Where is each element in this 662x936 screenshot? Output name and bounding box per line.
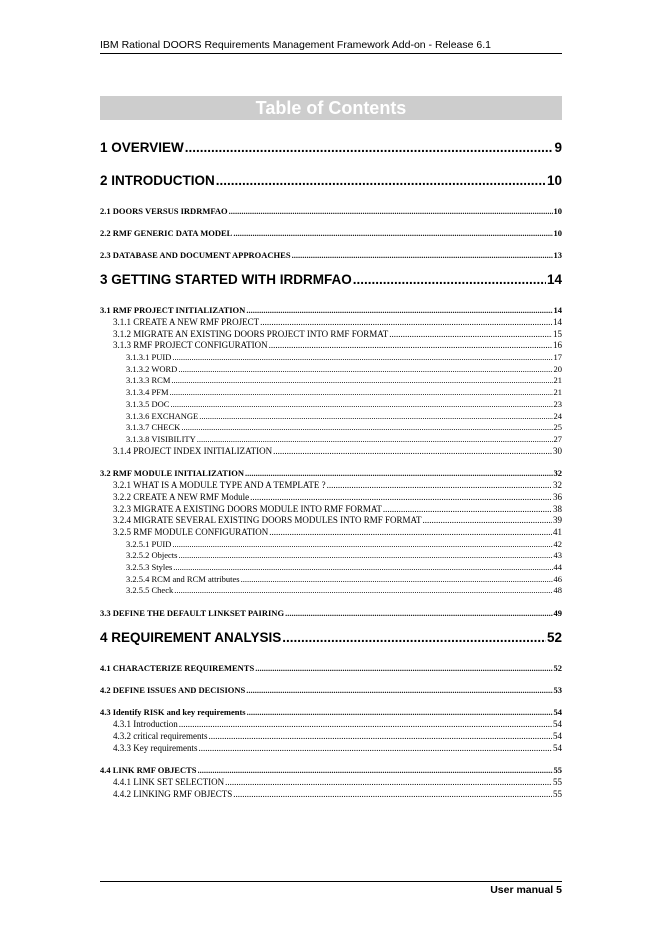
toc-entry-label: 2.3 DATABASE AND DOCUMENT APPROACHES [100, 250, 291, 260]
toc-entry-page: 52 [553, 663, 562, 674]
toc-entry-page: 32 [553, 468, 562, 479]
toc-entry-page: 27 [553, 433, 562, 444]
toc-entry-label: 3.2.4 MIGRATE SEVERAL EXISTING DOORS MODULES INTO RMF FORMAT [113, 515, 422, 526]
toc-entry[interactable] [100, 731, 562, 743]
toc-leader-dots [269, 527, 552, 537]
toc-leader-dots [292, 250, 553, 260]
toc-entry-page: 54 [553, 707, 562, 718]
toc-entry-label: 3.2.5.3 Styles [126, 562, 173, 573]
toc-entry-label: 3.1.4 PROJECT INDEX INITIALIZATION [113, 445, 273, 456]
toc-leader-dots [423, 515, 552, 525]
toc-entry-label: 3.1 RMF PROJECT INITIALIZATION [100, 305, 246, 315]
toc-entry-label: 3.1.1 CREATE A NEW RMF PROJECT [113, 317, 260, 327]
toc-entry[interactable] [100, 272, 562, 291]
toc-leader-dots [173, 562, 552, 572]
toc-entry-page: 30 [553, 445, 562, 456]
toc-entry-label: 4.2 DEFINE ISSUES AND DECISIONS [100, 685, 246, 696]
running-header: IBM Rational DOORS Requirements Management Framework Add-on - Release 6.1 [100, 39, 492, 51]
toc-entry-label: 3 GETTING STARTED WITH IRDRMFAO [100, 272, 352, 287]
toc-leader-dots [273, 446, 552, 456]
toc-entry[interactable] [100, 228, 562, 239]
toc-entry-page: 55 [553, 777, 562, 788]
toc-entry-page: 42 [553, 538, 562, 549]
toc-entry-label: 4.3.2 critical requirements [113, 730, 208, 741]
toc-entry-label: 3.1.3.5 DOC [126, 398, 170, 409]
toc-entry-page: 10 [546, 173, 562, 188]
toc-leader-dots [170, 387, 553, 397]
toc-entry-page: 21 [553, 375, 562, 386]
toc-entry[interactable] [100, 364, 562, 376]
toc-leader-dots [250, 492, 552, 502]
toc-leader-dots [353, 272, 546, 287]
toc-entry-page: 54 [553, 742, 562, 753]
toc-entry-label: 4.3.1 Introduction [113, 719, 178, 730]
toc-leader-dots [198, 765, 553, 775]
toc-entry-page: 38 [553, 503, 562, 514]
toc-entry-label: 4.3 Identify RISK and key requirements [100, 707, 246, 718]
toc-entry-label: 3.2 RMF MODULE INITIALIZATION [100, 468, 245, 479]
toc-entry-page: 13 [553, 250, 562, 260]
toc-leader-dots [245, 468, 552, 478]
toc-leader-dots [241, 574, 553, 584]
toc-entry-label: 3.2.1 WHAT IS A MODULE TYPE AND A TEMPLATE ? [113, 480, 326, 491]
toc-entry-page: 15 [553, 328, 562, 339]
toc-entry-page: 21 [553, 387, 562, 398]
header-divider [100, 53, 562, 54]
toc-entry[interactable] [100, 492, 562, 504]
toc-leader-dots [383, 504, 552, 514]
toc-entry-page: 32 [553, 480, 562, 491]
toc-entry-page: 24 [553, 410, 562, 421]
toc-leader-dots [327, 480, 552, 490]
toc-leader-dots [197, 434, 553, 444]
toc-leader-dots [233, 789, 552, 799]
toc-entry[interactable] [100, 685, 562, 696]
toc-entry-page: 52 [546, 630, 562, 646]
toc-entry-page: 54 [553, 719, 562, 730]
toc-entry-page: 46 [553, 573, 562, 584]
toc-leader-dots [172, 352, 552, 362]
toc-entry[interactable] [100, 140, 562, 159]
toc-entry[interactable] [100, 707, 562, 718]
toc-entry-page: 49 [553, 608, 562, 619]
toc-leader-dots [247, 707, 553, 717]
toc-entry-page: 36 [553, 491, 562, 502]
toc-entry-label: 4.4.2 LINKING RMF OBJECTS [113, 788, 233, 799]
toc-entry-page: 53 [553, 685, 562, 696]
toc-entry[interactable] [100, 305, 562, 316]
toc-entry[interactable] [100, 527, 562, 539]
toc-entry[interactable] [100, 743, 562, 755]
toc-entry[interactable] [100, 663, 562, 674]
toc-entry-label: 4 REQUIREMENT ANALYSIS [100, 630, 282, 646]
toc-entry-page: 20 [553, 363, 562, 374]
toc-leader-dots [171, 375, 552, 385]
toc-entry-label: 3.1.3.6 EXCHANGE [126, 410, 199, 421]
page-footer: User manual 5 [490, 884, 562, 896]
toc-leader-dots [246, 685, 552, 695]
toc-entry-label: 3.2.5.2 Objects [126, 550, 178, 561]
toc-entry[interactable] [100, 387, 562, 399]
toc-entry-page: 14 [553, 317, 562, 327]
toc-leader-dots [181, 422, 552, 432]
toc-entry[interactable] [100, 515, 562, 527]
toc-leader-dots [208, 731, 552, 741]
toc-leader-dots [178, 550, 552, 560]
toc-entry-page: 44 [553, 562, 562, 573]
toc-leader-dots [198, 743, 552, 753]
toc-entry-label: 2.1 DOORS VERSUS IRDRMFAO [100, 206, 228, 216]
toc-leader-dots [233, 228, 552, 238]
toc-entry[interactable] [100, 574, 562, 586]
toc-leader-dots [172, 539, 552, 549]
toc-entry[interactable] [100, 539, 562, 551]
toc-entry-page: 55 [553, 765, 562, 776]
toc-entry-page: 9 [554, 140, 562, 155]
toc-entry[interactable] [100, 468, 562, 479]
toc-leader-dots [174, 585, 552, 595]
toc-leader-dots [255, 663, 552, 673]
toc-entry[interactable] [100, 317, 562, 329]
toc-entry[interactable] [100, 777, 562, 789]
toc-entry-label: 4.4.1 LINK SET SELECTION [113, 777, 225, 788]
toc-leader-dots [260, 317, 552, 327]
toc-entry-label: 3.1.3 RMF PROJECT CONFIGURATION [113, 340, 268, 351]
toc-entry[interactable] [100, 585, 562, 597]
toc-entry-page: 17 [553, 352, 562, 363]
toc-entry[interactable] [100, 422, 562, 434]
toc-entry-page: 10 [553, 228, 562, 238]
toc-entry-label: 3.2.3 MIGRATE A EXISTING DOORS MODULE INTO RMF FORMAT [113, 503, 382, 514]
toc-entry[interactable] [100, 480, 562, 492]
toc-entry-label: 3.2.5.1 PUID [126, 538, 172, 549]
footer-divider [100, 881, 562, 882]
toc-entry[interactable] [100, 719, 562, 731]
toc-entry-label: 3.3 DEFINE THE DEFAULT LINKSET PAIRING [100, 608, 285, 619]
toc-leader-dots [216, 173, 546, 188]
toc-leader-dots [170, 399, 552, 409]
toc-leader-dots [269, 340, 552, 350]
toc-entry[interactable] [100, 562, 562, 574]
toc-entry-label: 3.2.5.4 RCM and RCM attributes [126, 573, 240, 584]
toc-entry[interactable] [100, 250, 562, 261]
toc-leader-dots [285, 608, 552, 618]
toc-leader-dots [185, 140, 554, 155]
toc-leader-dots [389, 329, 552, 339]
toc-leader-dots [246, 305, 552, 315]
toc-entry-page: 41 [553, 527, 562, 537]
toc-entry-label: 2.2 RMF GENERIC DATA MODEL [100, 228, 233, 238]
toc-entry-page: 14 [553, 305, 562, 315]
toc-entry-label: 3.1.3.8 VISIBILITY [126, 433, 196, 444]
toc-entry-label: 3.2.5.5 Check [126, 585, 174, 596]
toc-entry-page: 48 [553, 585, 562, 596]
toc-entry-label: 3.1.2 MIGRATE AN EXISTING DOORS PROJECT INTO RMF FORMAT [113, 328, 389, 339]
toc-entry-page: 25 [553, 422, 562, 433]
toc-entry-label: 3.1.3.4 PFM [126, 387, 169, 398]
toc-leader-dots [225, 777, 552, 787]
toc-entry[interactable] [100, 550, 562, 562]
toc-entry[interactable] [100, 765, 562, 776]
toc-entry-page: 55 [553, 788, 562, 799]
toc-entry[interactable] [100, 173, 562, 192]
toc-entry[interactable] [100, 340, 562, 352]
toc-entry-page: 16 [553, 340, 562, 351]
toc-leader-dots [229, 206, 553, 216]
toc-entry[interactable] [100, 352, 562, 364]
toc-entry-label: 3.1.3.7 CHECK [126, 422, 181, 433]
toc-entry[interactable] [100, 789, 562, 801]
table-of-contents [100, 140, 562, 812]
toc-leader-dots [178, 364, 552, 374]
toc-entry-page: 43 [553, 550, 562, 561]
toc-entry-label: 4.1 CHARACTERIZE REQUIREMENTS [100, 663, 255, 674]
toc-entry-page: 14 [546, 272, 562, 287]
toc-entry[interactable] [100, 399, 562, 411]
toc-entry[interactable] [100, 411, 562, 423]
toc-entry-label: 3.1.3.3 RCM [126, 375, 171, 386]
toc-entry-label: 3.1.3.2 WORD [126, 363, 178, 374]
toc-entry-label: 3.1.3.1 PUID [126, 352, 172, 363]
toc-entry[interactable] [100, 434, 562, 446]
toc-entry-page: 23 [553, 398, 562, 409]
toc-leader-dots [179, 719, 552, 729]
toc-entry-label: 3.2.2 CREATE A NEW RMF Module [113, 491, 250, 502]
toc-entry[interactable] [100, 375, 562, 387]
toc-entry[interactable] [100, 329, 562, 341]
toc-entry-label: 3.2.5 RMF MODULE CONFIGURATION [113, 527, 269, 537]
toc-entry-page: 39 [553, 515, 562, 526]
toc-entry-label: 1 OVERVIEW [100, 140, 184, 155]
toc-entry-label: 4.4 LINK RMF OBJECTS [100, 765, 197, 776]
toc-entry-label: 2 INTRODUCTION [100, 173, 215, 188]
toc-entry-page: 10 [553, 206, 562, 216]
toc-entry-label: 4.3.3 Key requirements [113, 742, 198, 753]
toc-entry[interactable] [100, 206, 562, 217]
toc-entry[interactable] [100, 504, 562, 516]
toc-leader-dots [199, 411, 552, 421]
toc-entry[interactable] [100, 630, 562, 649]
toc-entry[interactable] [100, 608, 562, 619]
toc-entry-page: 54 [553, 730, 562, 741]
toc-leader-dots [282, 630, 546, 645]
toc-title: Table of Contents [100, 96, 562, 120]
toc-entry[interactable] [100, 446, 562, 458]
